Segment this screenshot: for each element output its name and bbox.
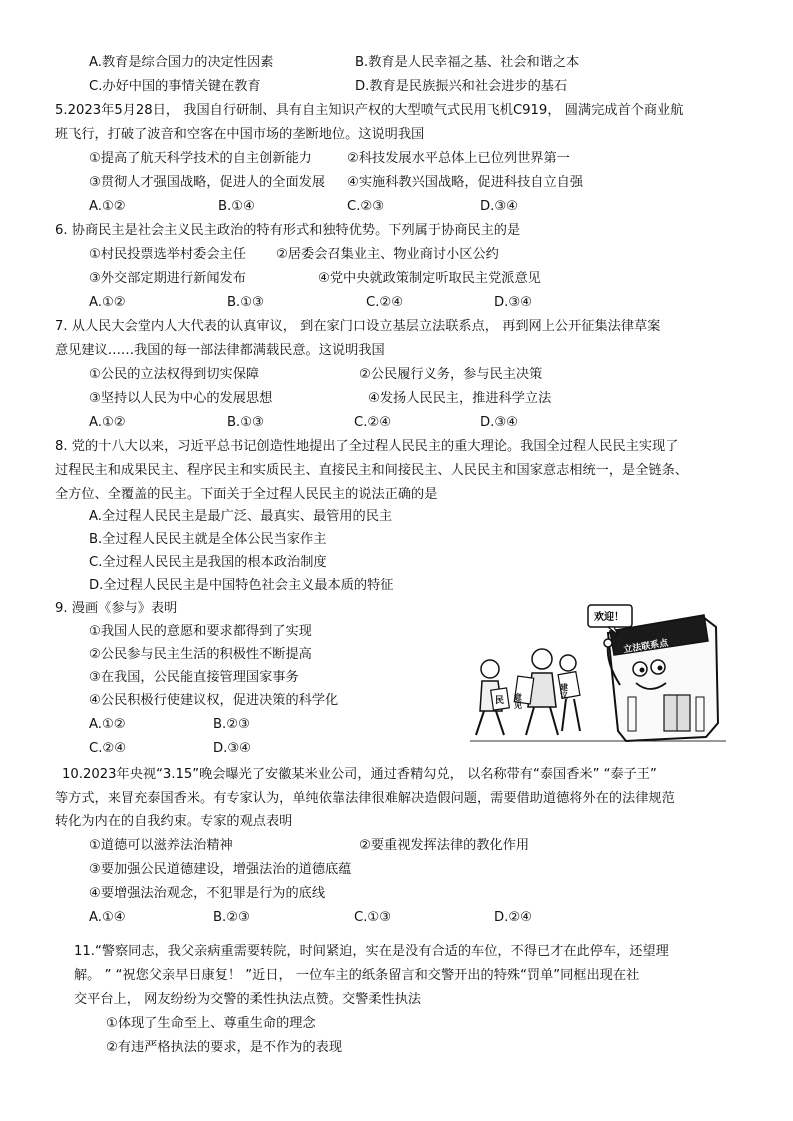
speech-bubble-text: 欢迎！ — [594, 612, 624, 623]
q10-statement-4: ④要增强法治观念，不犯罪是行为的底线 — [89, 886, 326, 901]
q5-option-a: A.①② — [89, 199, 126, 214]
q5-option-c: C.②③ — [347, 199, 385, 214]
q8-stem-line1: 8. 党的十八大以来，习近平总书记创造性地提出了全过程人民民主的重大理论。我国全过程人民民主实现了 — [55, 439, 679, 454]
q10-statement-3: ③要加强公民道德建设，增强法治的道德底蕴 — [89, 862, 352, 877]
q8-option-d: D.全过程人民民主是中国特色社会主义最本质的特征 — [89, 578, 394, 593]
q5-statement-3: ③贯彻人才强国战略，促进人的全面发展 — [89, 175, 326, 190]
q6-statement-1: ①村民投票选举村委会主任 — [89, 247, 246, 262]
q5-option-d: D.③④ — [480, 199, 518, 214]
q6-stem: 6. 协商民主是社会主义民主政治的特有形式和独特优势。下列属于协商民主的是 — [55, 223, 521, 238]
q9-stem: 9. 漫画《参与》表明 — [55, 601, 178, 616]
q9-option-d: D.③④ — [213, 741, 251, 756]
q11-statement-1: ①体现了生命至上、尊重生命的理念 — [106, 1016, 316, 1031]
q7-statement-1: ①公民的立法权得到切实保障 — [89, 367, 260, 382]
q9-option-a: A.①② — [89, 717, 126, 732]
paper-text-3: 建议 — [559, 683, 569, 699]
q7-option-b: B.①③ — [227, 415, 264, 430]
building-figure — [604, 615, 718, 741]
cartoon-participation-illustration — [468, 603, 730, 745]
q9-statement-3: ③在我国，公民能直接管理国家事务 — [89, 670, 299, 685]
option-c: C.办好中国的事情关键在教育 — [89, 79, 261, 94]
q6-option-c: C.②④ — [366, 295, 404, 310]
q9-statement-2: ②公民参与民主生活的积极性不断提高 — [89, 647, 312, 662]
q10-statement-1: ①道德可以滋养法治精神 — [89, 838, 233, 853]
q11-stem-line3: 交平台上， 网友纷纷为交警的柔性执法点赞。交警柔性执法 — [74, 992, 422, 1007]
q6-statement-3: ③外交部定期进行新闻发布 — [89, 271, 246, 286]
q9-option-c: C.②④ — [89, 741, 127, 756]
q6-option-b: B.①③ — [227, 295, 264, 310]
q5-stem-line1: 5.2023年5月28日， 我国自行研制、具有自主知识产权的大型喷气式民用飞机C919， 圆满完成首个商业航 — [55, 103, 684, 118]
q8-option-a: A.全过程人民民主是最广泛、最真实、最管用的民主 — [89, 509, 393, 524]
q6-statement-4: ④党中央就政策制定听取民主党派意见 — [318, 271, 541, 286]
q11-statement-2: ②有违严格执法的要求，是不作为的表现 — [106, 1040, 343, 1055]
q10-option-a: A.①④ — [89, 910, 126, 925]
q10-option-c: C.①③ — [354, 910, 392, 925]
option-d: D.教育是民族振兴和社会进步的基石 — [355, 79, 568, 94]
q10-option-d: D.②④ — [494, 910, 532, 925]
q10-statement-2: ②要重视发挥法律的教化作用 — [359, 838, 530, 853]
q7-option-c: C.②④ — [354, 415, 392, 430]
q6-option-a: A.①② — [89, 295, 126, 310]
q6-statement-2: ②居委会召集业主、物业商讨小区公约 — [276, 247, 499, 262]
q9-option-b: B.②③ — [213, 717, 250, 732]
q10-stem-line3: 转化为内在的自我约束。专家的观点表明 — [55, 814, 293, 829]
q7-statement-3: ③坚持以人民为中心的发展思想 — [89, 391, 273, 406]
q5-statement-2: ②科技发展水平总体上已位列世界第一 — [347, 151, 570, 166]
q7-stem-line2: 意见建议……我国的每一部法律都满载民意。这说明我国 — [55, 343, 385, 358]
person-figure-1 — [476, 660, 509, 735]
q7-statement-4: ④发扬人民民主，推进科学立法 — [368, 391, 552, 406]
q5-statement-1: ①提高了航天科学技术的自主创新能力 — [89, 151, 312, 166]
person-figure-2 — [514, 649, 559, 735]
q9-statement-4: ④公民积极行使建议权，促进决策的科学化 — [89, 693, 339, 708]
q10-stem-line1: 10.2023年央视“3.15”晚会曝光了安徽某米业公司，通过香精勾兑， 以名称带有“泰国香米” “泰子王” — [62, 767, 657, 782]
q5-option-b: B.①④ — [218, 199, 255, 214]
person-figure-3 — [558, 655, 580, 731]
q6-option-d: D.③④ — [494, 295, 532, 310]
q5-stem-line2: 班飞行，打破了波音和空客在中国市场的垄断地位。这说明我国 — [55, 127, 425, 142]
option-a: A.教育是综合国力的决定性因素 — [89, 55, 274, 70]
building-sign-text: 立法联系点 — [622, 638, 669, 656]
q11-stem-line1: 11.“警察同志，我父亲病重需要转院，时间紧迫，实在是没有合适的车位，不得已才在此停车，还望理 — [74, 944, 669, 959]
option-b: B.教育是人民幸福之基、社会和谐之本 — [355, 55, 580, 70]
q9-statement-1: ①我国人民的意愿和要求都得到了实现 — [89, 624, 312, 639]
q5-statement-4: ④实施科教兴国战略，促进科技自立自强 — [347, 175, 584, 190]
q7-option-a: A.①② — [89, 415, 126, 430]
paper-text-2: 意见 — [513, 693, 523, 709]
q10-stem-line2: 等方式，来冒充泰国香米。有专家认为，单纯依靠法律很难解决造假问题，需要借助道德将外在的法律规范 — [55, 791, 675, 806]
q7-statement-2: ②公民履行义务，参与民主决策 — [359, 367, 543, 382]
q7-stem-line1: 7. 从人民大会堂内人大代表的认真审议， 到在家门口设立基层立法联系点， 再到网上公开征集法律草案 — [55, 319, 661, 334]
q11-stem-line2: 解。 ” “祝您父亲早日康复！ ”近日， 一位车主的纸条留言和交警开出的特殊“罚单”同框出现在社 — [74, 968, 640, 983]
q8-stem-line2: 过程民主和成果民主、程序民主和实质民主、直接民主和间接民主、人民民主和国家意志相统一，是全链条、 — [55, 463, 688, 478]
q7-option-d: D.③④ — [480, 415, 518, 430]
paper-text-1: 民 — [495, 696, 505, 706]
q8-option-b: B.全过程人民民主就是全体公民当家作主 — [89, 532, 327, 547]
q8-option-c: C.全过程人民民主是我国的根本政治制度 — [89, 555, 327, 570]
q8-stem-line3: 全方位、全覆盖的民主。下面关于全过程人民民主的说法正确的是 — [55, 487, 438, 502]
q10-option-b: B.②③ — [213, 910, 250, 925]
